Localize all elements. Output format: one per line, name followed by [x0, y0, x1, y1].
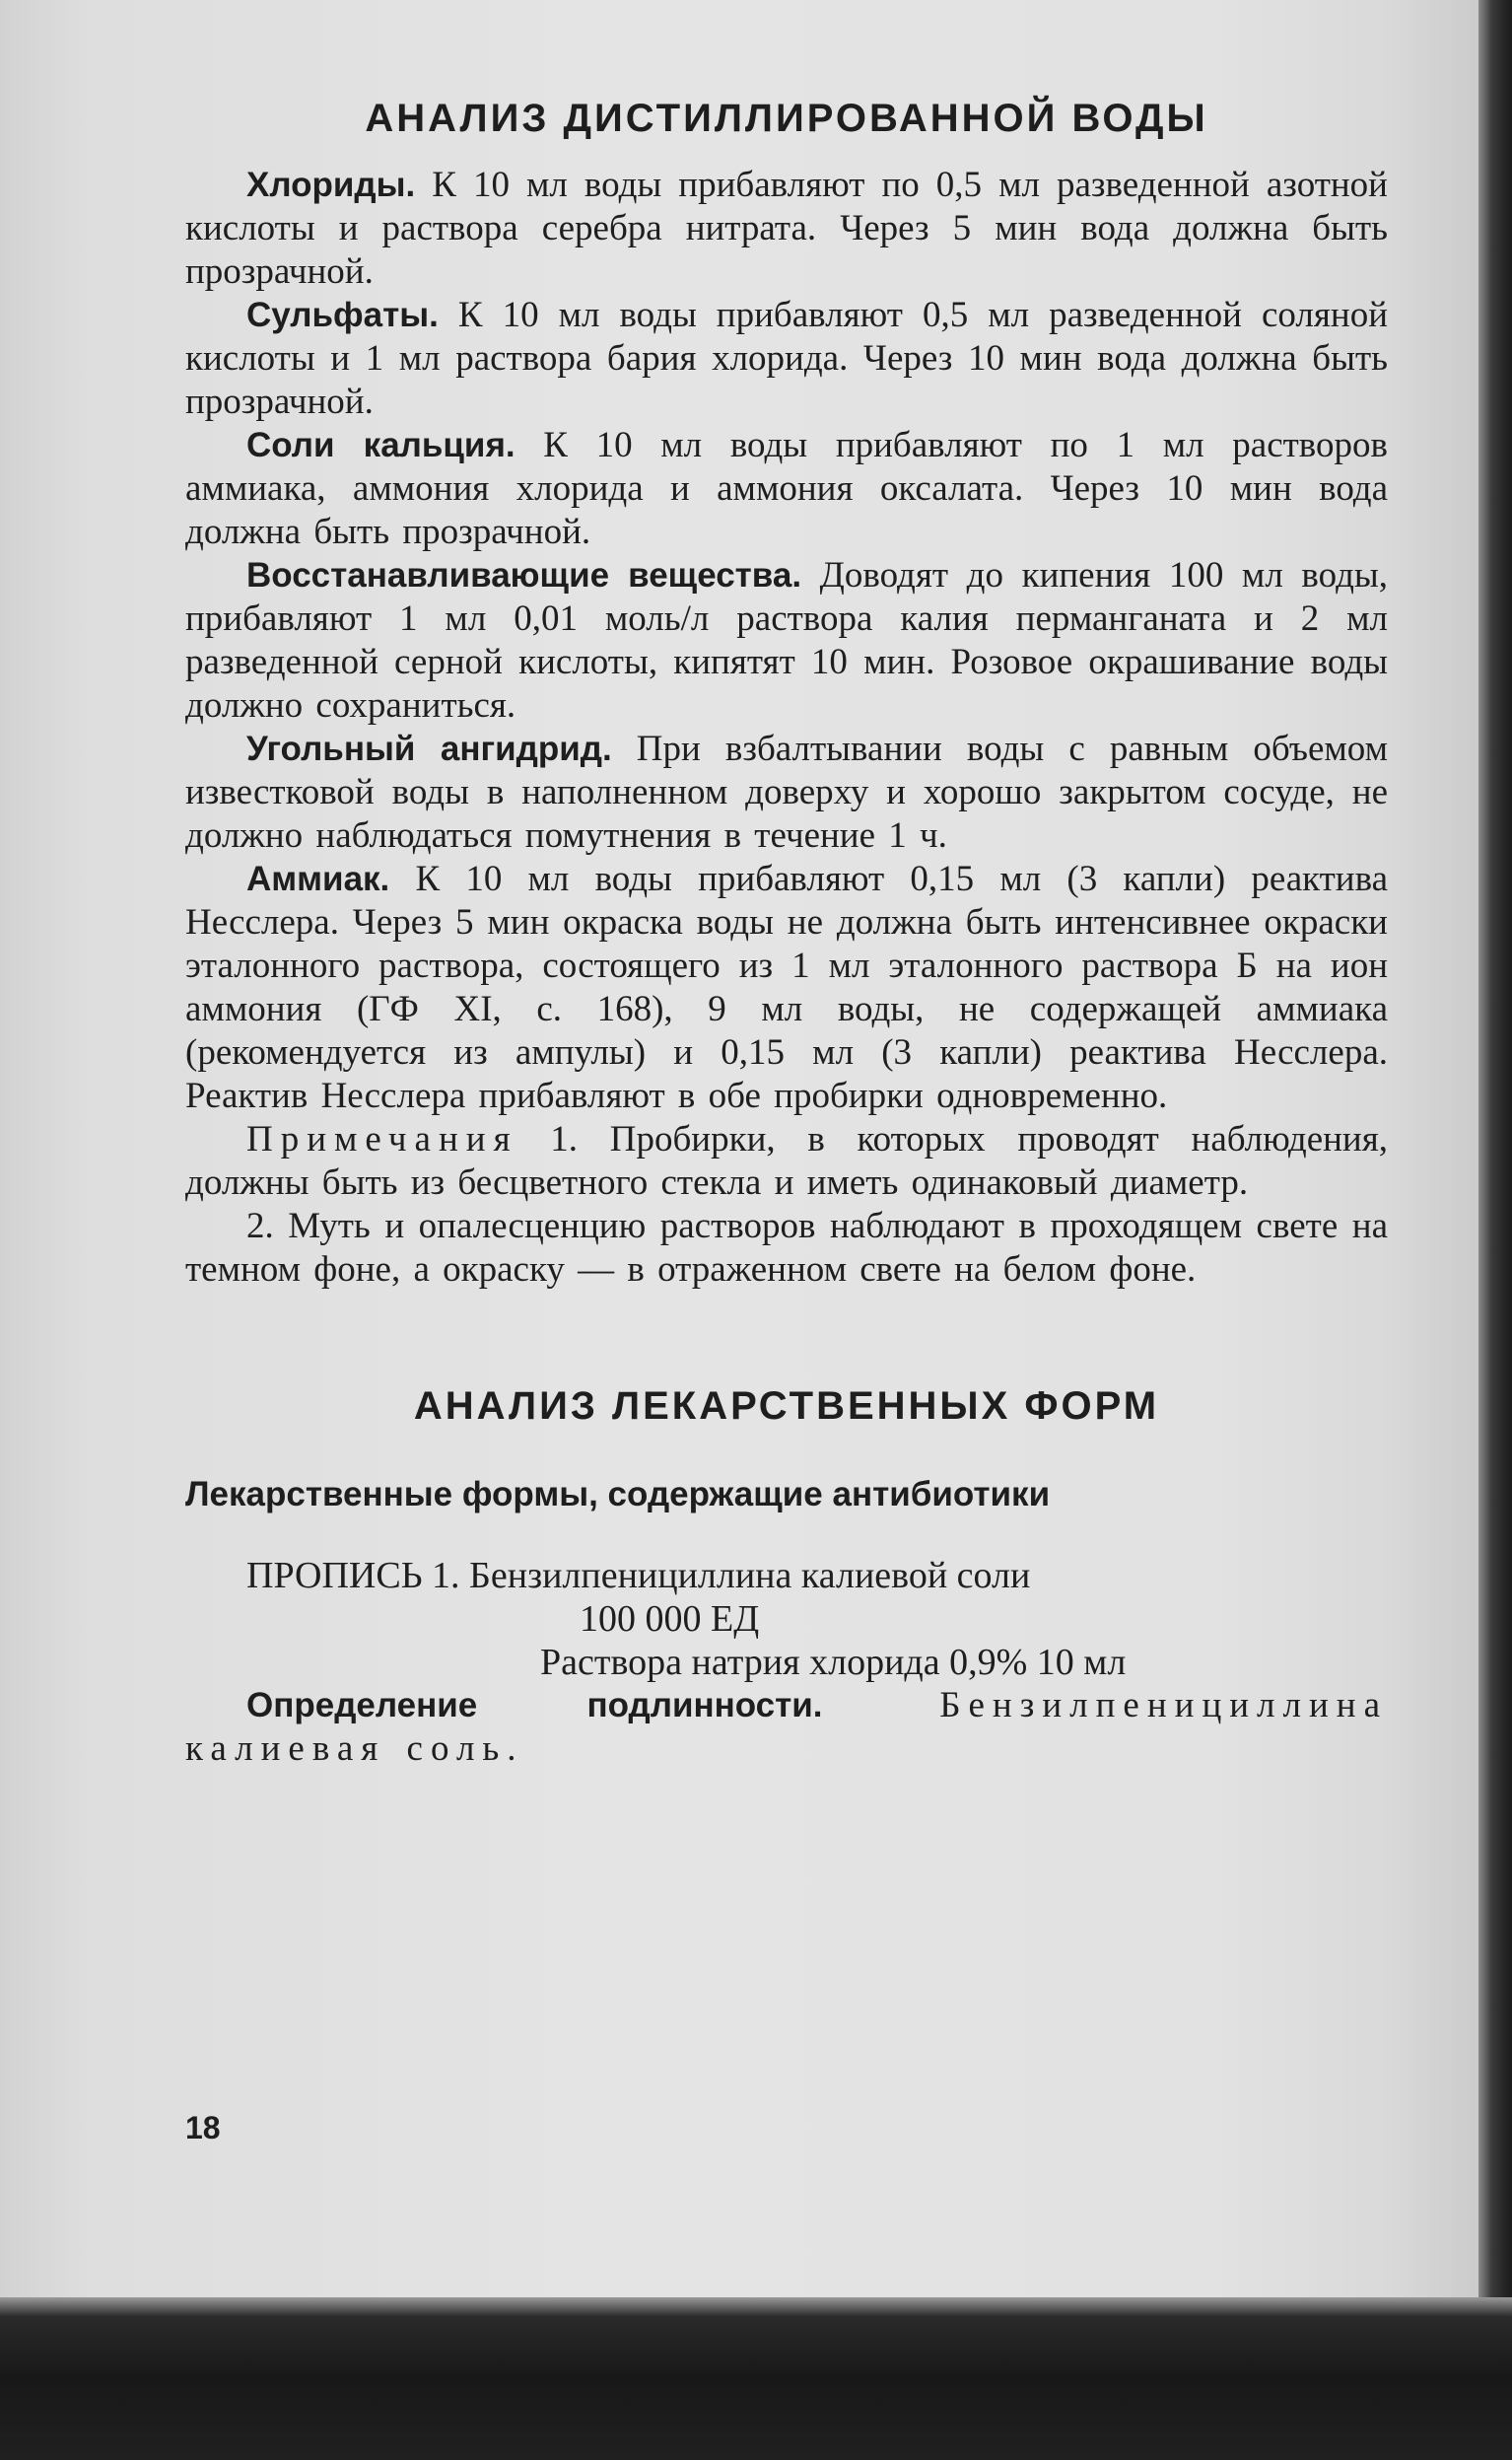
recipe-line-1: [185, 1554, 1388, 1597]
section-heading-dosage-forms: АНАЛИЗ ЛЕКАРСТВЕННЫХ ФОРМ: [413, 1384, 1160, 1428]
book-spine-shadow: [1478, 0, 1512, 2460]
paragraph-chlorides: [185, 164, 1388, 294]
paragraph-sulfates: [185, 294, 1388, 424]
paragraph-lead: Угольный ангидрид.: [246, 730, 612, 768]
recipe-label: ПРОПИСЬ 1.: [246, 1555, 460, 1596]
paragraph-lead: Сульфаты.: [246, 296, 439, 334]
recipe-line-3: Раствора натрия хлорида 0,9% 10 мл: [540, 1642, 1127, 1683]
paragraph-carbon-dioxide: [185, 728, 1388, 858]
section-heading-distilled-water: АНАЛИЗ ДИСТИЛЛИРОВАННОЙ ВОДЫ: [365, 97, 1208, 140]
paragraph-reducing-substances: [185, 554, 1388, 728]
paragraph-lead: Восстанавливающие вещества.: [246, 556, 802, 595]
paragraph-calcium-salts: [185, 424, 1388, 554]
paragraph-lead: Соли кальция.: [246, 426, 515, 464]
paragraph-lead: Аммиак.: [246, 860, 390, 898]
paragraph-text: К 10 мл воды прибавляют по 0,5 мл разведенной азотной кислоты и раствора серебра нитрата. Через 5 мин вода должна быть прозрачной.: [185, 165, 1388, 292]
notes-label: Примечания: [246, 1119, 518, 1160]
recipe-ingredient-1: Бензилпенициллина калиевой соли: [459, 1555, 1031, 1596]
paragraph-text: К 10 мл воды прибавляют 0,15 мл (3 капли) реактива Несслера. Через 5 мин окраска воды не должна быть интенсивнее окраски эталонного раствора, состоящего из 1 мл эталонного раствора Б на ион аммония (ГФ XI, с. 168), 9 мл воды, не содержащей аммиака (рекомендуется из ампулы) и 0,15 мл (3 капли) реактива Несслера. Реактив Несслера прибавляют в обе пробирки одновременно.: [185, 859, 1388, 1116]
note-1: [185, 1118, 1388, 1205]
paragraph-ammonia: [185, 858, 1388, 1118]
subsection-heading-antibiotics: Лекарственные формы, содержащие антибиотики: [185, 1475, 1051, 1513]
paragraph-lead: Хлориды.: [246, 166, 416, 204]
document-page: [185, 79, 1388, 1771]
page-number: 18: [185, 2110, 221, 2145]
paragraph-text: При взбалтывании воды с равным объемом известковой воды в наполненном доверху и хорошо закрытом сосуде, не должно наблюдаться помутнения в течение 1 ч.: [185, 729, 1388, 856]
paragraph-text: К 10 мл воды прибавляют по 1 мл растворов аммиака, аммония хлорида и аммония оксалата. Через 10 мин вода должна быть прозрачной.: [185, 425, 1388, 552]
paragraph-lead: Определение подлинности.: [246, 1686, 823, 1724]
section-body-distilled-water: [185, 164, 1388, 1292]
paragraph-text: К 10 мл воды прибавляют 0,5 мл разведенной соляной кислоты и 1 мл раствора бария хлорида. Через 10 мин вода должна быть прозрачной.: [185, 295, 1388, 422]
note-1-text: 1. Пробирки, в которых проводят наблюдения, должны быть из бесцветного стекла и иметь одинаковый диаметр.: [185, 1119, 1388, 1203]
note-2: 2. Муть и опалесценцию растворов наблюдают в проходящем свете на темном фоне, а окраску — в отраженном свете на белом фоне.: [185, 1206, 1388, 1290]
identification-text: Бензилпенициллина калиевая соль.: [185, 1685, 1388, 1769]
paragraph-identification: [185, 1684, 1388, 1771]
paragraph-text: Доводят до кипения 100 мл воды, прибавляют 1 мл 0,01 моль/л раствора калия перманганата и 2 мл разведенной серной кислоты, кипятят 10 мин. Розовое окрашивание воды должно сохраниться.: [185, 555, 1389, 726]
scan-bottom-edge: [0, 2297, 1512, 2460]
identification-block: [185, 1684, 1388, 1771]
recipe-line-2: 100 000 ЕД: [580, 1598, 760, 1640]
recipe-block: [185, 1554, 1388, 1684]
